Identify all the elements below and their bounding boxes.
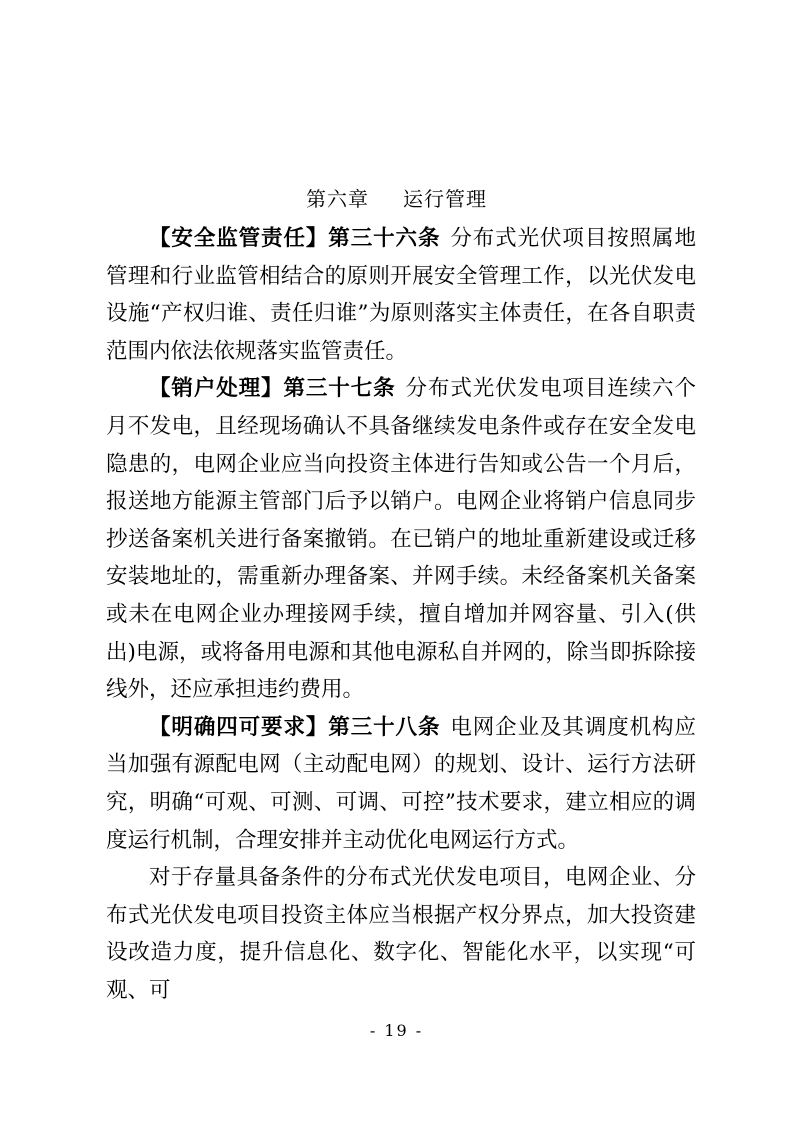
paragraph-article-38 — [106, 709, 696, 859]
paragraph-heading: 【销户处理】 — [149, 376, 284, 402]
chapter-number: 第六章 — [306, 187, 369, 211]
paragraph-heading: 【安全监管责任】 — [149, 226, 329, 251]
paragraph-text: 对于存量具备条件的分布式光伏发电项目，电网企业、分布式光伏发电项目投资主体应当根据产权分界点，加大投资建设改造力度，提升信息化、数字化、智能化水平，以实现“可观、可 — [106, 865, 696, 1003]
chapter-name: 运行管理 — [403, 187, 487, 211]
page-number: - 19 - — [369, 1021, 424, 1040]
article-number: 第三十六条 — [328, 226, 441, 251]
chapter-title — [0, 184, 793, 214]
article-number: 第三十七条 — [283, 376, 396, 402]
paragraph-existing-projects — [106, 859, 696, 1009]
article-number: 第三十八条 — [328, 714, 441, 740]
paragraph-text: 分布式光伏项目按照属地管理和行业监管相结合的原则开展安全管理工作，以光伏发电设施“产权归谁、责任归谁”为原则落实主体责任，在各自职责范围内依法依规落实监管责任。 — [106, 226, 696, 364]
paragraph-text: 电网企业及其调度机构应当加强有源配电网（主动配电网）的规划、设计、运行方法研究，明确“可观、可测、可调、可控”技术要求，建立相应的调度运行机制，合理安排并主动优化电网运行方式。 — [106, 714, 696, 853]
paragraph-text: 分布式光伏发电项目连续六个月不发电，且经现场确认不具备继续发电条件或存在安全发电隐患的，电网企业应当向投资主体进行告知或公告一个月后，报送地方能源主管部门后予以销户。电网企业将销户信息同步抄送备案机关进行备案撤销。在已销户的地址重新建设或迁移安装地址的，需重新办理备案、并网手续。未经备案机关备案或未在电网企业办理接网手续，擅自增加并网容量、引入(供出)电源，或将备用电源和其他电源私自并网的，除当即拆除接线外，还应承担违约费用。 — [106, 376, 696, 703]
paragraph-article-36 — [106, 220, 696, 370]
paragraph-article-37 — [106, 370, 696, 708]
body-text — [106, 220, 696, 1009]
paragraph-heading: 【明确四可要求】 — [149, 714, 329, 740]
